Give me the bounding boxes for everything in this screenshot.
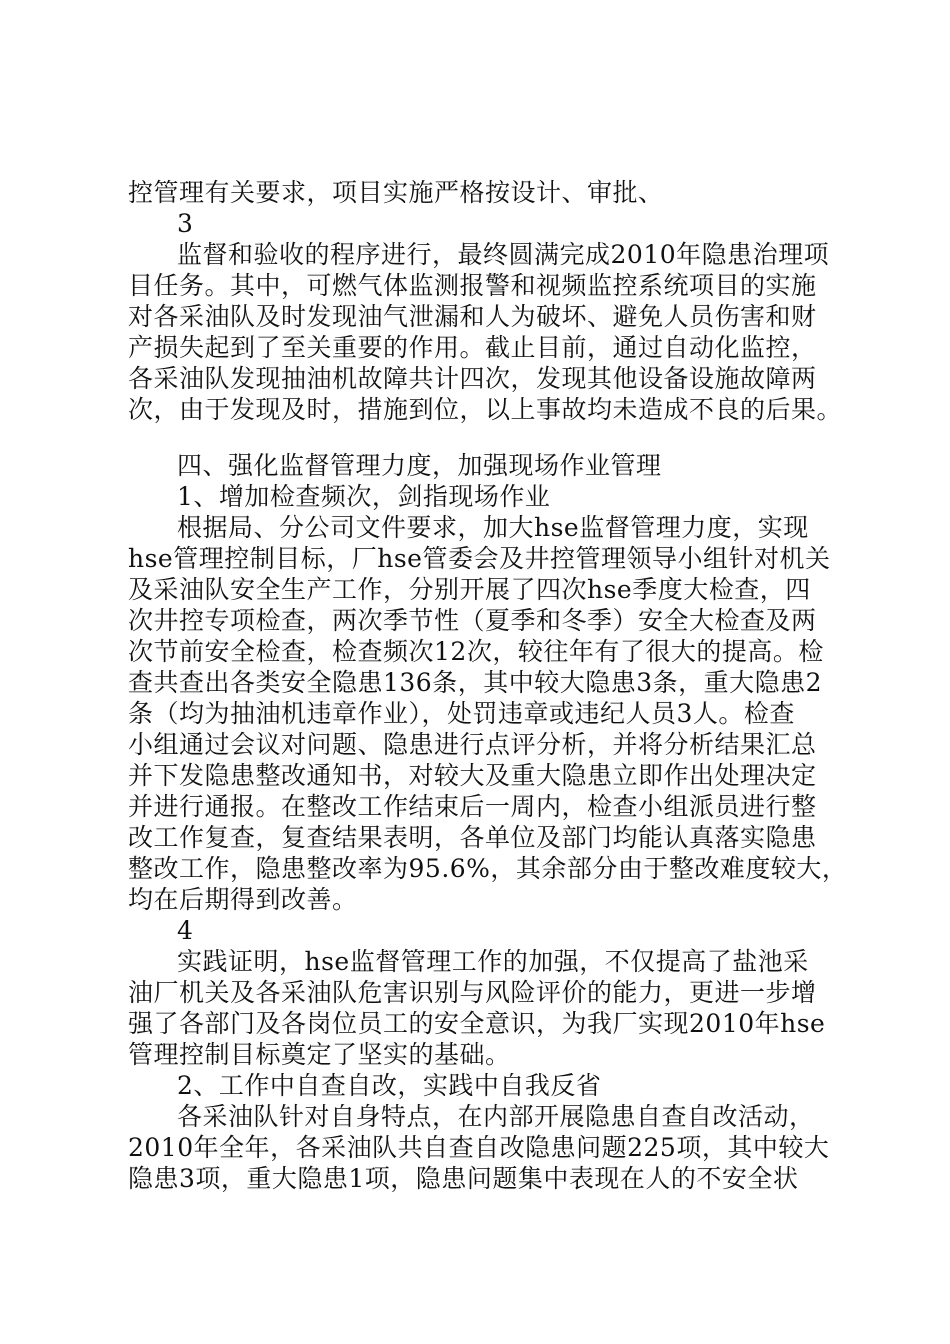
body-text-line: 并下发隐患整改通知书，对较大及重大隐患立即作出处理决定 xyxy=(128,761,817,790)
body-text-line: 均在后期得到改善。 xyxy=(128,885,358,914)
paragraph-first-line: 监督和验收的程序进行，最终圆满完成2010年隐患治理项 xyxy=(177,240,830,269)
body-text-line: 次井控专项检查，两次季节性（夏季和冬季）安全大检查及两 xyxy=(128,606,817,635)
paragraph-first-line: 各采油队针对自身特点，在内部开展隐患自查自改活动， xyxy=(177,1102,815,1131)
body-text-line: 2010年全年，各采油队共自查自改隐患问题225项，其中较大 xyxy=(128,1133,830,1162)
paragraph-first-line: 实践证明，hse监督管理工作的加强，不仅提高了盐池采 xyxy=(177,947,809,976)
body-text-line: 对各采油队及时发现油气泄漏和人为破坏、避免人员伤害和财 xyxy=(128,302,817,331)
body-text-line: 隐患3项，重大隐患1项，隐患问题集中表现在人的不安全状 xyxy=(128,1164,799,1193)
body-text-line: hse管理控制目标，厂hse管委会及井控管理领导小组针对机关 xyxy=(128,544,831,573)
page-number: 3 xyxy=(177,209,194,238)
subsection-heading: 1、增加检查频次，剑指现场作业 xyxy=(177,482,551,511)
body-text-line: 改工作复查，复查结果表明，各单位及部门均能认真落实隐患 xyxy=(128,823,817,852)
body-text-line: 整改工作，隐患整改率为95.6%，其余部分由于整改难度较大， xyxy=(128,854,848,883)
body-text-line: 次节前安全检查，检查频次12次，较往年有了很大的提高。检 xyxy=(128,637,824,666)
body-text-line: 条（均为抽油机违章作业），处罚违章或违纪人员3人。检查 xyxy=(128,699,795,728)
body-text-line: 各采油队发现抽油机故障共计四次，发现其他设备设施故障两 xyxy=(128,364,817,393)
page-number: 4 xyxy=(177,916,194,945)
body-text-line: 并进行通报。在整改工作结束后一周内，检查小组派员进行整 xyxy=(128,792,817,821)
subsection-heading: 2、工作中自查自改，实践中自我反省 xyxy=(177,1071,602,1100)
body-text-line: 产损失起到了至关重要的作用。截止目前，通过自动化监控， xyxy=(128,333,817,362)
body-text-line: 小组通过会议对问题、隐患进行点评分析，并将分析结果汇总 xyxy=(128,730,817,759)
body-text-line: 及采油队安全生产工作，分别开展了四次hse季度大检查，四 xyxy=(128,575,811,604)
body-text-line: 管理控制目标奠定了坚实的基础。 xyxy=(128,1040,511,1069)
body-text-line: 油厂机关及各采油队危害识别与风险评价的能力，更进一步增 xyxy=(128,978,817,1007)
section-heading: 四、强化监督管理力度，加强现场作业管理 xyxy=(177,451,662,480)
paragraph-first-line: 根据局、分公司文件要求，加大hse监督管理力度，实现 xyxy=(177,513,809,542)
body-text-line: 强了各部门及各岗位员工的安全意识，为我厂实现2010年hse xyxy=(128,1009,826,1038)
body-text-line: 查共查出各类安全隐患136条，其中较大隐患3条，重大隐患2 xyxy=(128,668,823,697)
body-text-line: 目任务。其中，可燃气体监测报警和视频监控系统项目的实施 xyxy=(128,271,817,300)
body-text-line: 控管理有关要求，项目实施严格按设计、审批、 xyxy=(128,178,664,207)
body-text-line: 次，由于发现及时，措施到位，以上事故均未造成不良的后果。 xyxy=(128,395,843,424)
